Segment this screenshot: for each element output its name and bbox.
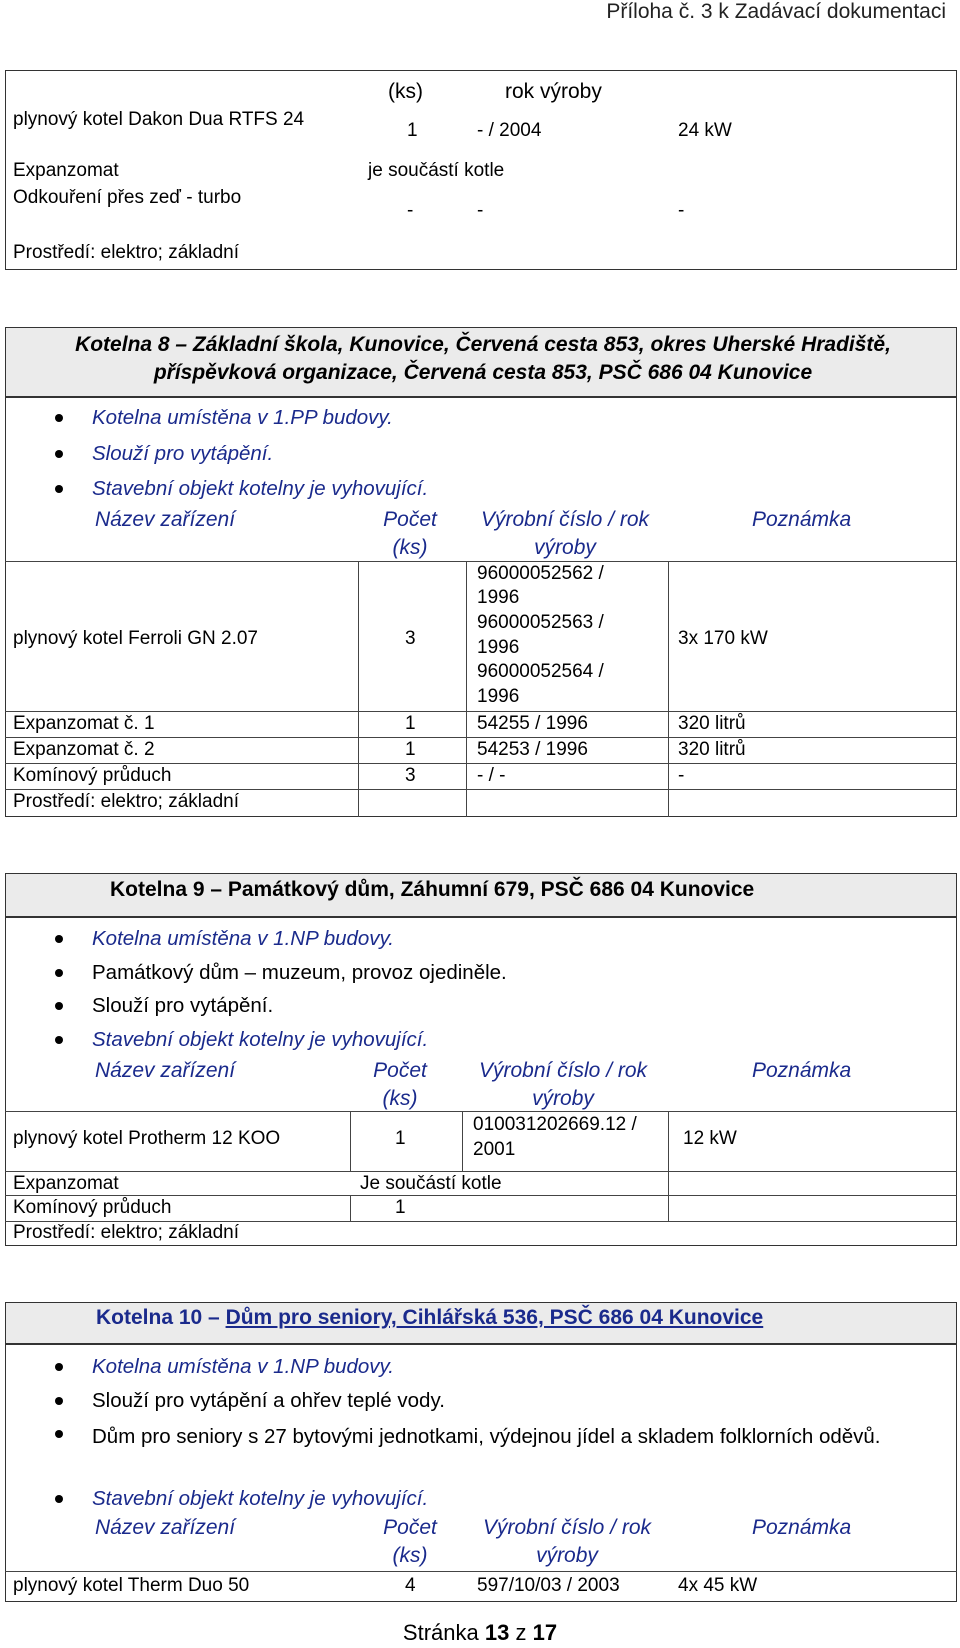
bullet-dot bbox=[55, 1495, 63, 1503]
item-note: 12 kW bbox=[683, 1128, 737, 1149]
item-serial: 1996 bbox=[477, 686, 520, 707]
item-name: plynový kotel Protherm 12 KOO bbox=[13, 1128, 281, 1149]
footer-total: 17 bbox=[532, 1620, 558, 1645]
bullet-text: Stavební objekt kotelny je vyhovující. bbox=[92, 1028, 429, 1051]
item-note: - bbox=[678, 765, 685, 786]
section-title-main: Dům pro seniory, Cihlářská 536, PSČ 686 04 Kunovice bbox=[225, 1306, 764, 1329]
item-serial: 010031202669.12 / bbox=[473, 1114, 637, 1135]
col-header-count: Počet (ks) bbox=[383, 1516, 437, 1567]
bullet-text: Slouží pro vytápění. bbox=[92, 442, 274, 465]
item-name: Expanzomat č. 2 bbox=[13, 739, 155, 760]
item-serial: 597/10/03 / 2003 bbox=[477, 1575, 620, 1596]
environment-note: Prostředí: elektro; základní bbox=[13, 791, 239, 812]
bullet-text: Dům pro seniory s 27 bytovými jednotkami, výdejnou jídel a skladem folklorních oděvů. bbox=[92, 1425, 881, 1448]
col-header-count: Počet (ks) bbox=[383, 508, 437, 559]
item-serial: - / - bbox=[477, 765, 506, 786]
item-name: Expanzomat bbox=[13, 160, 119, 181]
grid-line bbox=[5, 737, 957, 738]
bullet-dot bbox=[55, 1363, 63, 1371]
bullet-dot bbox=[55, 1002, 63, 1010]
grid-line bbox=[5, 1111, 957, 1112]
page-footer bbox=[0, 1620, 960, 1646]
section-title: Kotelna 9 – Památkový dům, Záhumní 679, PSČ 686 04 Kunovice bbox=[110, 878, 755, 901]
bullet-text: Stavební objekt kotelny je vyhovující. bbox=[92, 1487, 429, 1510]
bullet-text: Kotelna umístěna v 1.PP budovy. bbox=[92, 406, 393, 429]
item-note: 4x 45 kW bbox=[678, 1575, 758, 1596]
grid-line bbox=[5, 561, 957, 562]
item-name: Expanzomat bbox=[13, 1173, 119, 1194]
col-header-note: Poznámka bbox=[752, 1059, 852, 1082]
grid-line bbox=[5, 789, 957, 790]
grid-line bbox=[668, 1171, 669, 1221]
item-serial: Je součástí kotle bbox=[360, 1173, 502, 1194]
grid-line bbox=[668, 1111, 669, 1171]
item-name: plynový kotel Ferroli GN 2.07 bbox=[13, 628, 258, 649]
bullet-dot bbox=[55, 969, 63, 977]
bullet-text: Stavební objekt kotelny je vyhovující. bbox=[92, 477, 429, 500]
col-header-count: (ks) bbox=[388, 80, 423, 103]
section-title-prefix: Kotelna 10 – bbox=[96, 1306, 226, 1329]
col-header-name: Název zařízení bbox=[95, 1059, 236, 1082]
document-header: Příloha č. 3 k Zadávací dokumentaci bbox=[606, 0, 946, 23]
item-serial: 96000052563 / bbox=[477, 612, 604, 633]
bullet-text: Kotelna umístěna v 1.NP budovy. bbox=[92, 927, 394, 950]
item-serial: 54255 / 1996 bbox=[477, 713, 588, 734]
col-header-count: Počet (ks) bbox=[373, 1059, 427, 1110]
footer-page: 13 bbox=[484, 1620, 510, 1645]
grid-line bbox=[466, 561, 467, 817]
item-count: 1 bbox=[407, 120, 418, 141]
section-title: Kotelna 8 – Základní škola, Kunovice, Červená cesta 853, okres Uherské Hradiště, příspěvková organizace, Červená cesta 853, PSČ 686 04 Kunovice bbox=[75, 333, 891, 384]
grid-line bbox=[358, 561, 359, 817]
item-note: 3x 170 kW bbox=[678, 628, 768, 649]
item-serial: - bbox=[477, 200, 484, 221]
item-note: - bbox=[678, 200, 685, 221]
item-serial: je součástí kotle bbox=[368, 160, 505, 181]
item-serial: 1996 bbox=[477, 587, 520, 608]
item-serial: 1996 bbox=[477, 637, 520, 658]
col-header-note: Poznámka bbox=[752, 1516, 852, 1539]
item-note: 24 kW bbox=[678, 120, 732, 141]
item-serial: 96000052562 / bbox=[477, 563, 604, 584]
grid-line bbox=[350, 1195, 351, 1221]
col-header-serial: Výrobní číslo / rok výroby bbox=[478, 1059, 648, 1110]
item-count: 1 bbox=[395, 1197, 406, 1218]
bullet-dot bbox=[55, 414, 63, 422]
grid-line bbox=[5, 711, 957, 712]
col-header-year: rok výroby bbox=[505, 80, 602, 103]
grid-line bbox=[668, 561, 669, 817]
item-name: Expanzomat č. 1 bbox=[13, 713, 155, 734]
item-count: 1 bbox=[405, 713, 416, 734]
section-title bbox=[96, 1306, 763, 1330]
col-header-note: Poznámka bbox=[752, 508, 852, 531]
bullet-dot bbox=[55, 1430, 63, 1438]
bullet-dot bbox=[55, 1397, 63, 1405]
environment-note: Prostředí: elektro; základní bbox=[13, 242, 239, 263]
bullet-text: Slouží pro vytápění a ohřev teplé vody. bbox=[92, 1389, 445, 1412]
section-body bbox=[5, 1344, 957, 1602]
item-note: 320 litrů bbox=[678, 713, 746, 734]
bullet-dot bbox=[55, 1036, 63, 1044]
item-note: 320 litrů bbox=[678, 739, 746, 760]
bullet-dot bbox=[55, 485, 63, 493]
item-serial: - / 2004 bbox=[477, 120, 542, 141]
item-count: 1 bbox=[405, 739, 416, 760]
item-name: Odkouření přes zeď - turbo bbox=[13, 187, 242, 208]
item-name: plynový kotel Therm Duo 50 bbox=[13, 1575, 250, 1596]
bullet-dot bbox=[55, 450, 63, 458]
footer-prefix: Stránka bbox=[402, 1620, 485, 1645]
item-serial: 96000052564 / bbox=[477, 661, 604, 682]
item-count: 4 bbox=[405, 1575, 416, 1596]
grid-line bbox=[5, 1171, 957, 1172]
bullet-text: Kotelna umístěna v 1.NP budovy. bbox=[92, 1355, 394, 1378]
item-count: 3 bbox=[405, 628, 416, 649]
col-header-serial: Výrobní číslo / rok výroby bbox=[480, 508, 650, 559]
bullet-text: Památkový dům – muzeum, provoz ojediněle. bbox=[92, 961, 507, 984]
item-name: plynový kotel Dakon Dua RTFS 24 bbox=[13, 109, 305, 130]
grid-line bbox=[462, 1111, 463, 1171]
item-count: 1 bbox=[395, 1128, 406, 1149]
footer-mid: z bbox=[509, 1620, 533, 1645]
item-name: Komínový průduch bbox=[13, 765, 172, 786]
bullet-text: Slouží pro vytápění. bbox=[92, 994, 274, 1017]
grid-line bbox=[5, 1195, 957, 1196]
bullet-dot bbox=[55, 935, 63, 943]
item-name: Komínový průduch bbox=[13, 1197, 172, 1218]
item-serial: 2001 bbox=[473, 1139, 516, 1160]
grid-line bbox=[350, 1111, 351, 1171]
col-header-serial: Výrobní číslo / rok výroby bbox=[482, 1516, 652, 1567]
item-serial: 54253 / 1996 bbox=[477, 739, 588, 760]
col-header-name: Název zařízení bbox=[95, 508, 236, 531]
environment-note: Prostředí: elektro; základní bbox=[13, 1222, 239, 1243]
grid-line bbox=[5, 763, 957, 764]
item-count: 3 bbox=[405, 765, 416, 786]
item-count: - bbox=[407, 200, 414, 221]
grid-line bbox=[5, 1571, 957, 1572]
col-header-name: Název zařízení bbox=[95, 1516, 236, 1539]
